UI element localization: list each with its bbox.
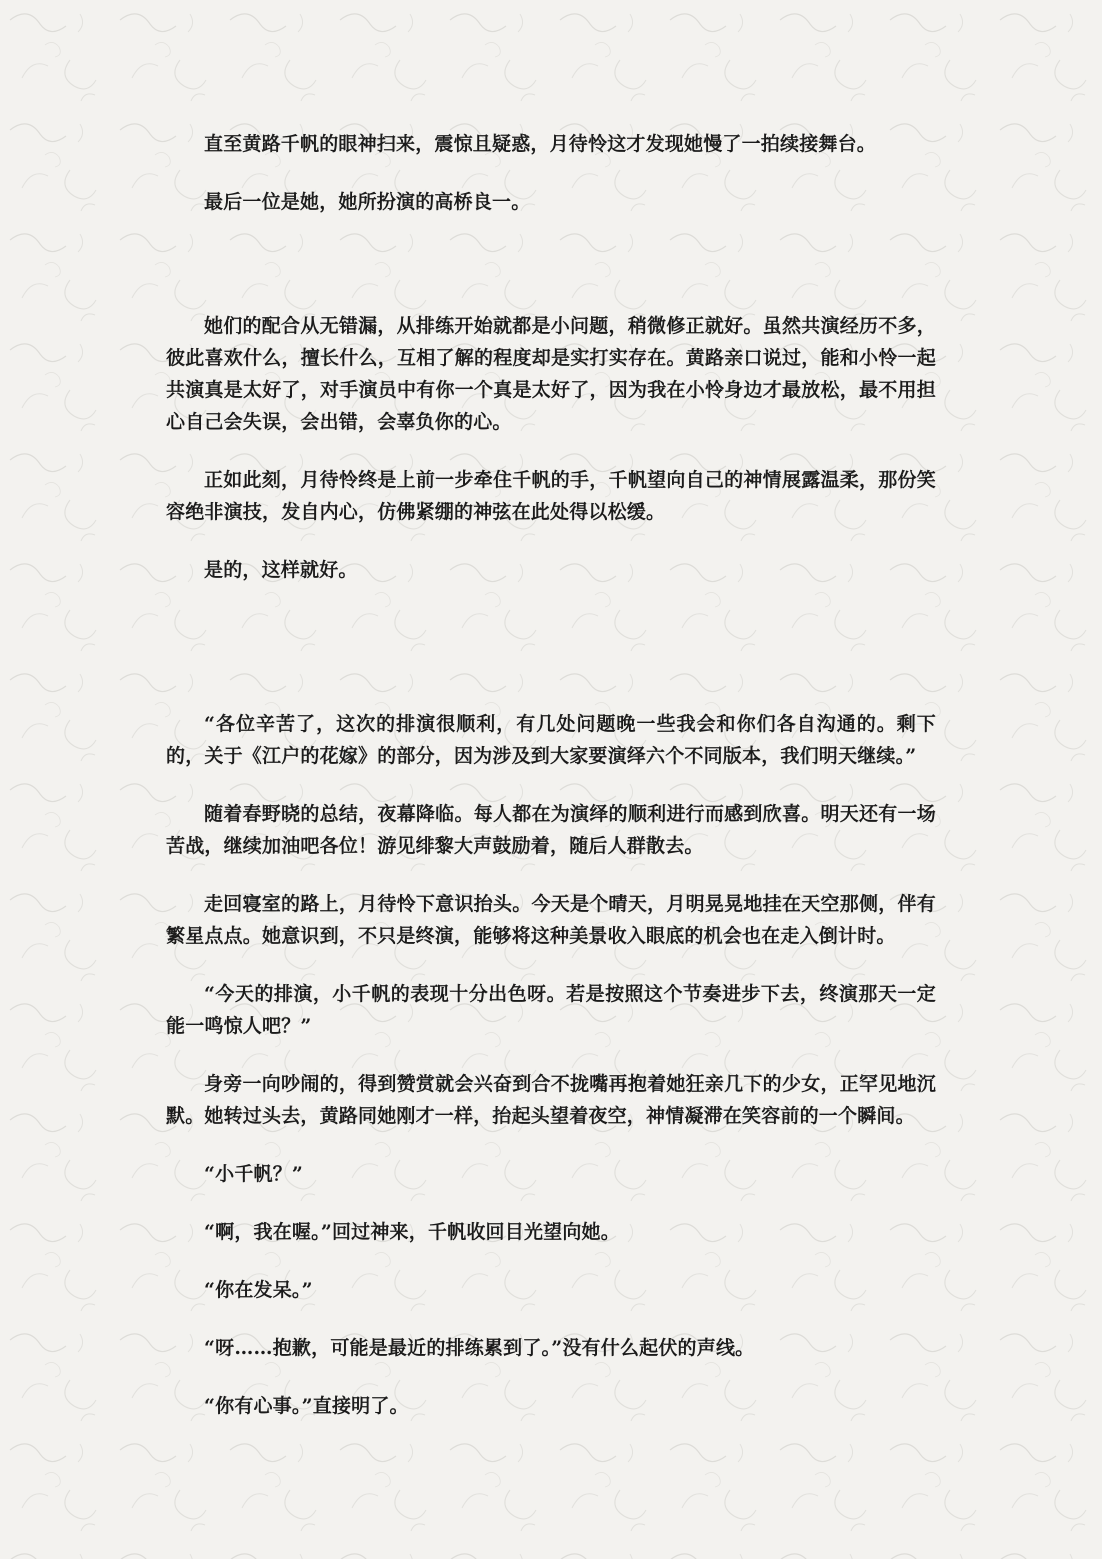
paragraph: 直至黄路千帆的眼神扫来，震惊且疑惑，月待怜这才发现她慢了一拍续接舞台。 (204, 133, 877, 155)
paragraph-gap (166, 1364, 936, 1390)
paragraph-gap (166, 862, 936, 888)
paragraph-gap (166, 1248, 936, 1274)
paragraph: “啊，我在喔。”回过神来，千帆收回目光望向她。 (204, 1221, 620, 1243)
paragraph-gap (166, 952, 936, 978)
paragraph: “你在发呆。” (204, 1279, 313, 1301)
paragraph-gap (166, 772, 936, 798)
paragraph: “今天的排演，小千帆的表现十分出色呀。若是按照这个节奏进步下去，终演那天一定能一鸣惊人吧？” (166, 983, 936, 1037)
paragraph: 身旁一向吵闹的，得到赞赏就会兴奋到合不拢嘴再抱着她狂亲几下的少女，正罕见地沉默。她转过头去，黄路同她刚才一样，抬起头望着夜空，神情凝滞在笑容前的一个瞬间。 (166, 1073, 936, 1127)
paragraph-gap (166, 1042, 936, 1068)
paragraph-gap (166, 1132, 936, 1158)
paragraph-gap (166, 438, 936, 464)
paragraph: 走回寝室的路上，月待怜下意识抬头。今天是个晴天，月明晃晃地挂在天空那侧，伴有繁星点点。她意识到，不只是终演，能够将这种美景收入眼底的机会也在走入倒计时。 (166, 893, 936, 947)
paragraph: “呀……抱歉，可能是最近的排练累到了。”没有什么起伏的声线。 (204, 1337, 755, 1359)
paragraph: “各位辛苦了，这次的排演很顺利，有几处问题晚一些我会和你们各自沟通的。剩下的，关于《江户的花嫁》的部分，因为涉及到大家要演绎六个不同版本，我们明天继续。” (166, 713, 936, 767)
scene-break (166, 586, 936, 708)
paragraph: 随着春野晓的总结，夜幕降临。每人都在为演绎的顺利进行而感到欣喜。明天还有一场苦战，继续加油吧各位！游见绯黎大声鼓励着，随后人群散去。 (166, 803, 936, 857)
scene-break (166, 218, 936, 310)
paragraph-gap (166, 1190, 936, 1216)
document-body (166, 128, 936, 1422)
paragraph-gap (166, 1306, 936, 1332)
paragraph: 是的，这样就好。 (204, 559, 358, 581)
paragraph: “你有心事。”直接明了。 (204, 1395, 409, 1417)
paragraph-gap (166, 160, 936, 186)
paragraph: 正如此刻，月待怜终是上前一步牵住千帆的手，千帆望向自己的神情展露温柔，那份笑容绝非演技，发自内心，仿佛紧绷的神弦在此处得以松缓。 (166, 469, 936, 523)
paragraph: “小千帆？” (204, 1163, 304, 1185)
paragraph-gap (166, 528, 936, 554)
paragraph: 最后一位是她，她所扮演的高桥良一。 (204, 191, 531, 213)
paragraph: 她们的配合从无错漏，从排练开始就都是小问题，稍微修正就好。虽然共演经历不多，彼此喜欢什么，擅长什么，互相了解的程度却是实打实存在。黄路亲口说过，能和小怜一起共演真是太好了，对手演员中有你一个真是太好了，因为我在小怜身边才最放松，最不用担心自己会失误，会出错，会辜负你的心。 (166, 315, 936, 433)
